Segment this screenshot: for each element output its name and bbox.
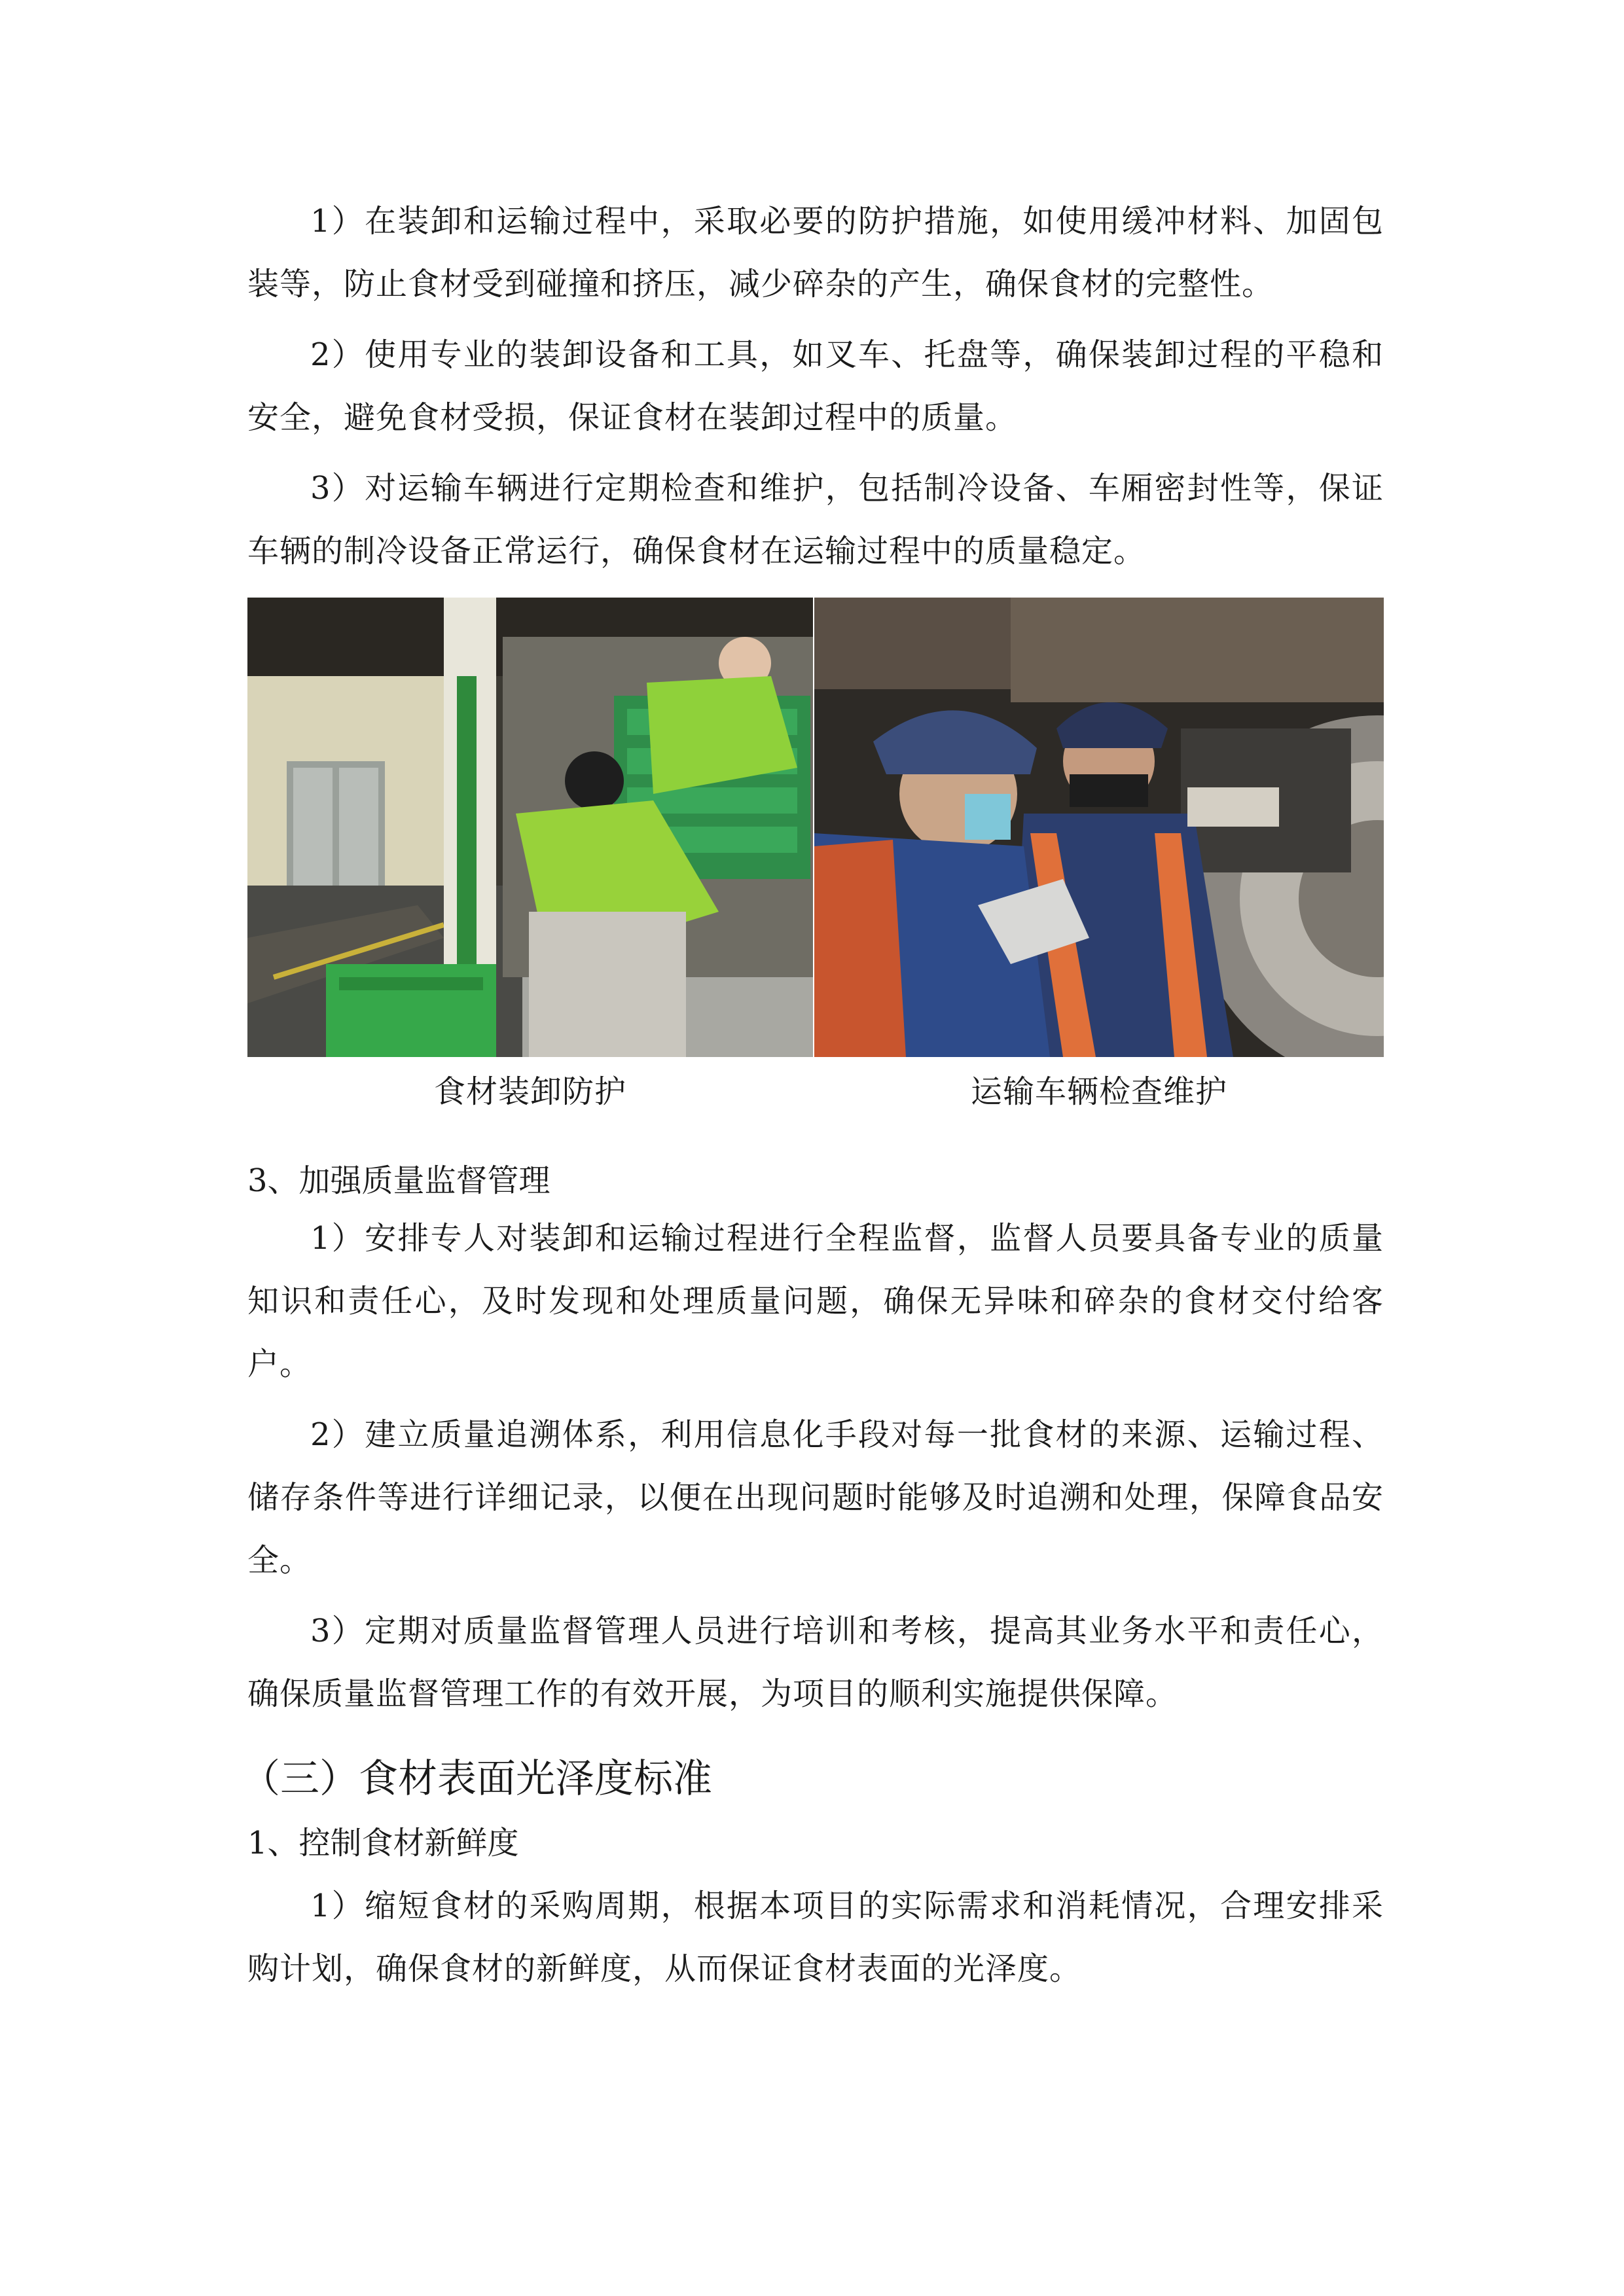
paragraph-shorten-purchase-cycle: 1）缩短食材的采购周期，根据本项目的实际需求和消耗情况，合理安排采购计划，确保食材的新鲜度，从而保证食材表面的光泽度。 xyxy=(247,1888,1384,1987)
inspection-photo-illustration xyxy=(814,598,1384,1057)
photo-vehicle-inspection xyxy=(814,598,1384,1057)
paragraph-vehicle-maintenance: 3）对运输车辆进行定期检查和维护，包括制冷设备、车厢密封性等，保证车辆的制冷设备正常运行，确保食材在运输过程中的质量稳定。 xyxy=(247,470,1384,569)
sub-heading-freshness: 1、控制食材新鲜度 xyxy=(247,1825,519,1861)
photo-loading-protection xyxy=(247,598,813,1057)
loading-photo-illustration xyxy=(247,598,813,1057)
section-heading-quality-supervision: 3、加强质量监督管理 xyxy=(247,1162,550,1199)
caption-vehicle-inspection: 运输车辆检查维护 xyxy=(970,1073,1227,1110)
paragraph-loading-equipment: 2）使用专业的装卸设备和工具，如叉车、托盘等，确保装卸过程的平稳和安全，避免食材受损，保证食材在装卸过程中的质量。 xyxy=(247,336,1384,436)
paragraph-protection-measures: 1）在装卸和运输过程中，采取必要的防护措施，如使用缓冲材料、加固包装等，防止食材受到碰撞和挤压，减少碎杂的产生，确保食材的完整性。 xyxy=(247,203,1384,302)
paragraph-traceability-system: 2）建立质量追溯体系，利用信息化手段对每一批食材的来源、运输过程、储存条件等进行详细记录，以便在出现问题时能够及时追溯和处理，保障食品安全。 xyxy=(247,1416,1384,1579)
paragraph-full-supervision: 1）安排专人对装卸和运输过程进行全程监督，监督人员要具备专业的质量知识和责任心，及时发现和处理质量问题，确保无异味和碎杂的食材交付给客户。 xyxy=(247,1220,1384,1382)
chapter-heading-surface-gloss: （三）食材表面光泽度标准 xyxy=(241,1756,712,1802)
paragraph-staff-training: 3）定期对质量监督管理人员进行培训和考核，提高其业务水平和责任心，确保质量监督管理工作的有效开展，为项目的顺利实施提供保障。 xyxy=(247,1613,1384,1712)
caption-loading-protection: 食材装卸防护 xyxy=(433,1073,626,1110)
